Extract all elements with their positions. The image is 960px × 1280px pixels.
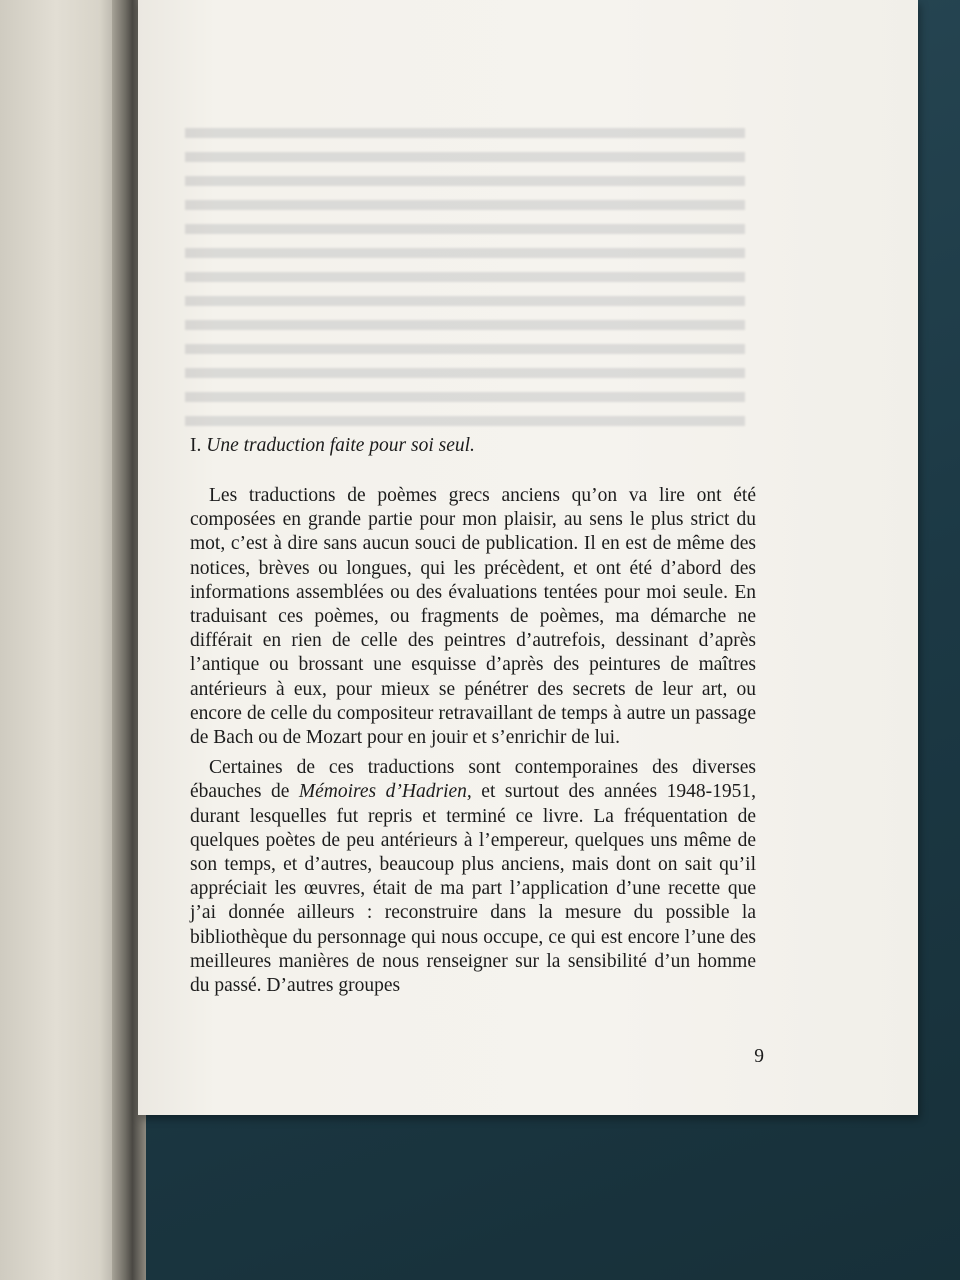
section-number: I. (190, 435, 202, 456)
paragraph-2-start: Certaines de ces traductions sont contemporaines des diverses ébauches de (190, 757, 756, 803)
show-through-text (185, 128, 745, 428)
body-text (190, 484, 756, 998)
facing-page-edge (0, 0, 124, 1280)
page-number: 9 (754, 1046, 764, 1067)
section-title: Une traduction faite pour soi seul. (206, 435, 475, 456)
paragraph-2 (190, 756, 756, 998)
section-heading (190, 435, 790, 457)
paragraph-1: Les traductions de poèmes grecs anciens qu’on va lire ont été composées en grande partie pour mon plaisir, au sens le plus strict du mot, c’est à dire sans aucun souci de publication. Il en est de même des notices, brèves ou longues, qui les précèdent, et ont été d’abord des informations assemblées ou des évaluations tentées pour moi seule. En traduisant ces poèmes, ou fragments de poèmes, ma démarche ne différait en rien de celle des peintres d’autrefois, dessinant d’après l’antique ou brossant une esquisse d’après des peintures de maîtres antérieurs à eux, pour mieux se pénétrer des secrets de leur art, ou encore de celle du compositeur retravaillant de temps à autre un passage de Bach ou de Mozart pour en jouir et s’enrichir de lui. (190, 485, 756, 749)
book-title: Mémoires d’Hadrien, (298, 781, 472, 803)
paragraph-2-end: et surtout des années 1948-1951, durant lesquelles fut repris et terminé ce livre. La fréquentation de quelques poètes de peu antérieurs à l’empereur, quelques uns même de son temps, et d’autres, beaucoup plus anciens, mais dont on sait qu’il appréciait les œuvres, était de ma part l’application d’une recette que j’ai donnée ailleurs : reconstruire dans la mesure du possible la bibliothèque du personnage qui nous occupe, ce qui est encore l’une des meilleures manières de nous renseigner sur la sensibilité d’un homme du passé. D’autres groupes (190, 781, 756, 997)
